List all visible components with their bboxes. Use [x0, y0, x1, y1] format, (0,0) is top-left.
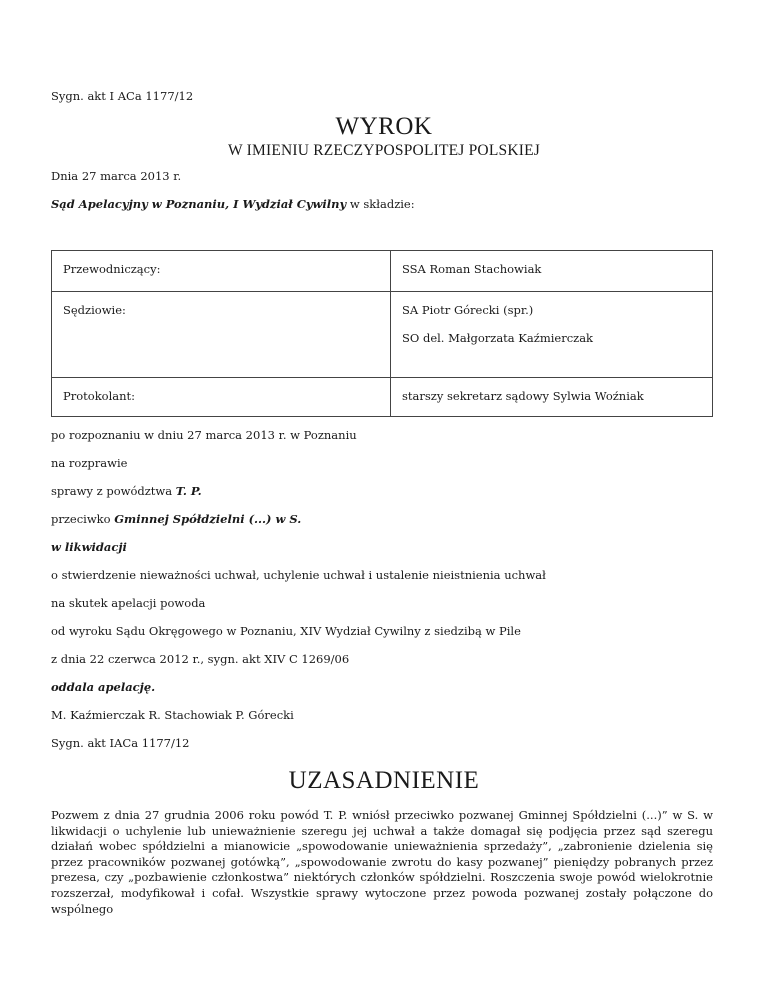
- panel-name: SSA Roman Stachowiak: [402, 262, 542, 276]
- plaintiff-prefix: sprawy z powództwa: [51, 484, 176, 498]
- judgment-subtitle: W IMIENIU RZECZYPOSPOLITEJ POLSKIEJ: [228, 142, 540, 159]
- defendant-status: w likwidacji: [51, 540, 127, 554]
- panel-names: [391, 378, 713, 417]
- hearing-type-line: na rozprawie: [51, 456, 128, 470]
- panel-name: SA Piotr Górecki (spr.): [402, 303, 534, 317]
- ruling-line: oddala apelację.: [51, 680, 156, 694]
- lower-court-line: od wyroku Sądu Okręgowego w Poznaniu, XIV Wydział Cywilny z siedzibą w Pile: [51, 624, 521, 638]
- panel-row-clerk: [52, 378, 713, 417]
- judgment-date: Dnia 27 marca 2013 r.: [51, 169, 182, 183]
- defendant-name: Gminnej Spółdzielni (...) w S.: [114, 512, 302, 526]
- justification-signature: Sygn. akt IACa 1177/12: [51, 736, 190, 750]
- signatures-line: M. Kaźmierczak R. Stachowiak P. Górecki: [51, 708, 294, 722]
- justification-paragraph: Pozwem z dnia 27 grudnia 2006 roku powód T. P. wniósł przeciwko pozwanej Gminnej Spółdzielni (...)” w S. w likwidacji o uchylenie lub unieważnienie szeregu jej uchwał a także domagał się podjęcia przez sąd szeregu działań wobec spółdzielni a mianowicie „spowodowanie unieważnienia sprzedaży”, „zabronienie dzielenia się przez pracowników pozwanej gotówką”, „spowodowanie zwrotu do kasy pozwanej” pieniędzy pobranych przez prezesa, czy „pozbawienie członkostwa” niektórych członków spółdzielni. Roszczenia swoje powód wielokrotnie rozszerzał, modyfikował i cofał. Wszystkie sprawy wytoczone przez powoda pozwanej zostały połączone do wspólnego: [51, 808, 713, 916]
- panel-row-presiding: [52, 251, 713, 292]
- plaintiff-name: T. P.: [175, 484, 202, 498]
- court-name: Sąd Apelacyjny w Poznaniu, I Wydział Cywilny: [51, 197, 347, 211]
- panel-role: Protokolant:: [52, 378, 391, 417]
- court-composition-suffix: w składzie:: [346, 197, 415, 211]
- panel-names: [391, 292, 713, 378]
- justification-title: UZASADNIENIE: [288, 767, 480, 794]
- subject-line: o stwierdzenie nieważności uchwał, uchylenie uchwał i ustalenie nieistnienia uchwał: [51, 568, 546, 582]
- judgment-title: WYROK: [335, 113, 433, 140]
- appeal-line: na skutek apelacji powoda: [51, 596, 206, 610]
- panel-table: [51, 250, 713, 417]
- panel-role: Sędziowie:: [52, 292, 391, 378]
- case-signature: Sygn. akt I ACa 1177/12: [51, 89, 194, 103]
- panel-name: starszy sekretarz sądowy Sylwia Woźniak: [402, 389, 644, 403]
- lower-court-date-line: z dnia 22 czerwca 2012 r., sygn. akt XIV C 1269/06: [51, 652, 350, 666]
- panel-names: [391, 251, 713, 292]
- defendant-line: [51, 512, 301, 527]
- plaintiff-line: [51, 484, 202, 499]
- panel-row-judges: [52, 292, 713, 378]
- court-composition-line: [51, 197, 415, 212]
- hearing-line: po rozpoznaniu w dniu 27 marca 2013 r. w Poznaniu: [51, 428, 357, 442]
- panel-name: SO del. Małgorzata Kaźmierczak: [402, 331, 594, 345]
- defendant-prefix: przeciwko: [51, 512, 115, 526]
- panel-role: Przewodniczący:: [52, 251, 391, 292]
